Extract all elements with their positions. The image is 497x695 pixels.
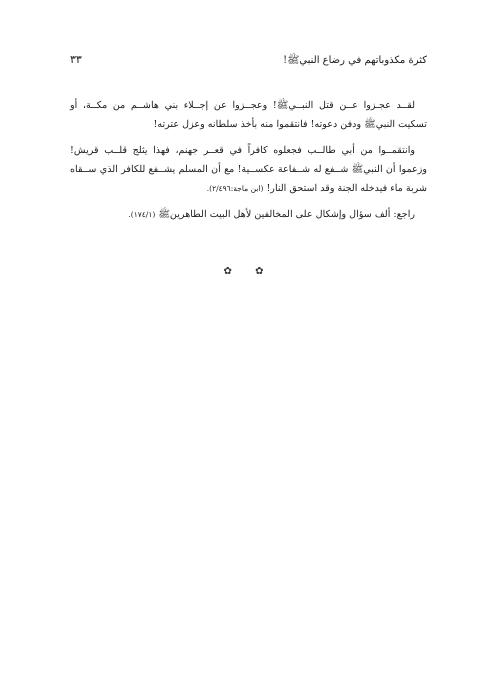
ornament-flowers-icon: ✿ ✿ <box>223 266 274 277</box>
page-number: ٣٣ <box>70 53 82 66</box>
paragraph-3-reference: (١٧٤/١). <box>128 210 156 219</box>
page-body <box>70 96 427 231</box>
paragraph-2-reference: (ابن ماجة:٢/٤٩٦). <box>206 184 264 193</box>
paragraph-2-text: وانتقمــوا من أبي طالــب فجعلوه كافراً في قعــر جهنم، فهذا يثلج قلــب قريش! وزعموا أن النبيﷺ شــفع له شــفاعة عكســية! مع أن المسلم يشــفع للكافر الذي ســقاه شربة ماء فيدخله الجنة وقد استحق النار! <box>70 145 427 194</box>
page-header <box>70 54 427 70</box>
paragraph-3 <box>70 205 427 224</box>
running-title: كثرة مكذوباتهم في رضاع النبيﷺ! <box>283 55 427 66</box>
paragraph-2 <box>70 141 427 198</box>
paragraph-3-text: راجع: ألف سؤال وإشكال على المخالفين لأهل البيت الطاهرينﷺ <box>158 209 415 220</box>
paragraph-1: لقــد عجـزوا عــن قتل النبــيﷺ! وعجــزوا عن إجــلاء بني هاشــم من مكــة، أو تسكيت النبيﷺ ودفن دعوته! فانتقموا منه بأخذ سلطانه وعزل عترته! <box>70 100 427 130</box>
